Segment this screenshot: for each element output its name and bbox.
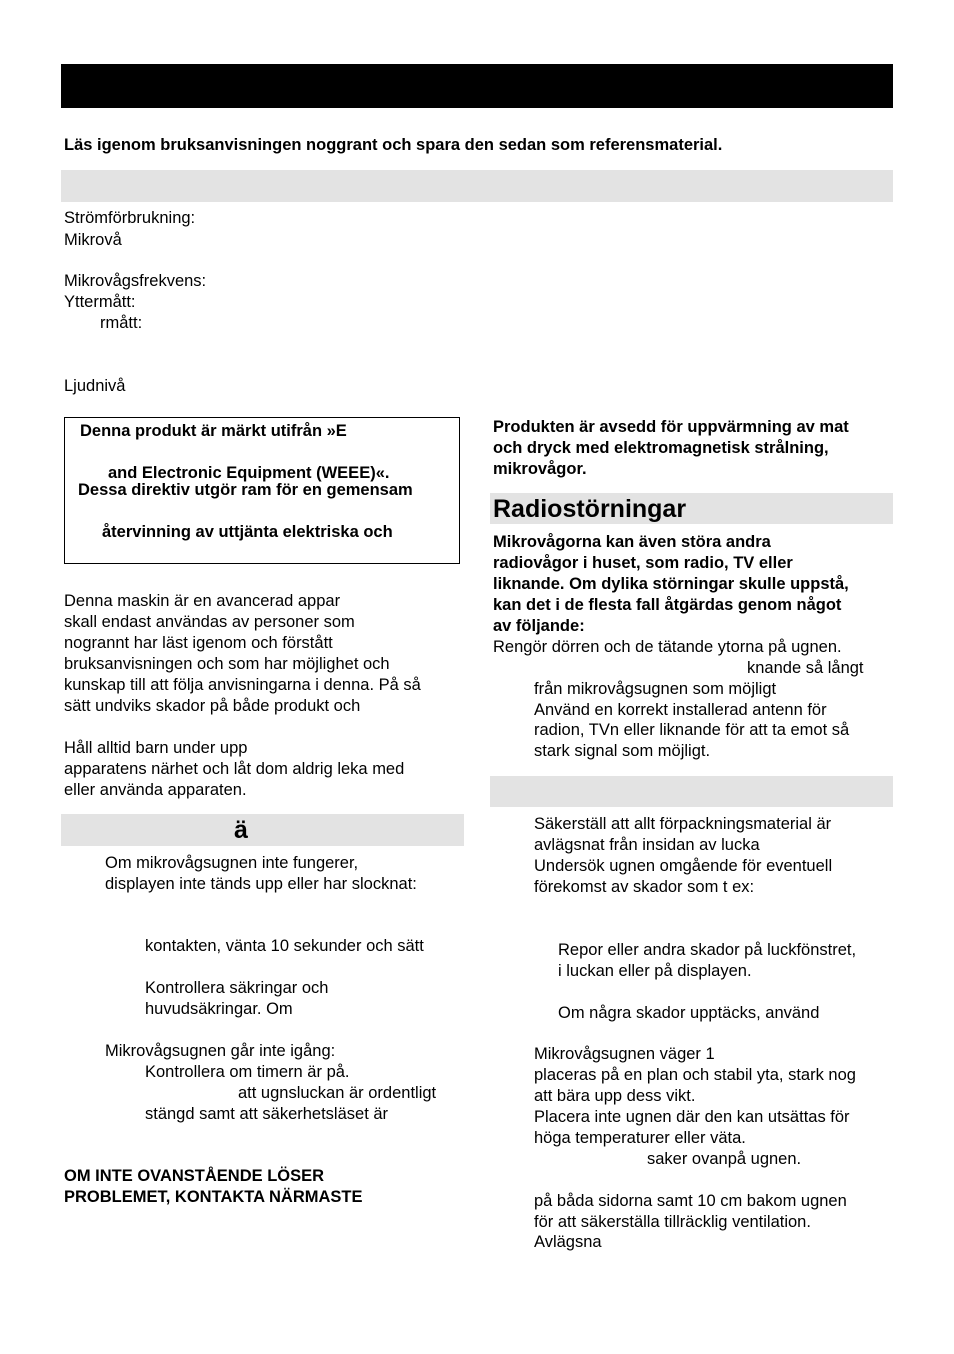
text-line: på båda sidorna samt 10 cm bakom ugnen: [534, 1192, 847, 1210]
text-line: radion, TVn eller liknande för att ta emot så: [534, 721, 850, 739]
spec-line: Ljudnivå: [64, 377, 126, 395]
text-line: saker ovanpå ugnen.: [647, 1150, 802, 1168]
text-line: och dryck med elektromagnetisk strålning,: [493, 439, 829, 457]
text-line: placeras på en plan och stabil yta, stark nog: [534, 1066, 856, 1084]
text-line: höga temperaturer eller väta.: [534, 1129, 746, 1147]
text-line: OM INTE OVANSTÅENDE LÖSER: [64, 1167, 325, 1185]
text-line: radiovågor i huset, som radio, TV eller: [493, 554, 793, 572]
text-line: Avlägsna: [534, 1233, 602, 1251]
text-line: Håll alltid barn under upp: [64, 739, 248, 757]
text-line: Produkten är avsedd för uppvärmning av mat: [493, 418, 849, 436]
text-line: att ugnsluckan är ordentligt: [238, 1084, 437, 1102]
text-line: att bära upp dess vikt.: [534, 1087, 696, 1105]
weee-line: återvinning av uttjänta elektriska och: [102, 523, 393, 541]
text-line: stängd samt att säkerhetsläset är: [145, 1105, 389, 1123]
weee-line: and Electronic Equipment (WEEE)«.: [108, 464, 390, 482]
troubleshooting-heading: ä: [234, 816, 248, 844]
text-line: avlägsnat från insidan av lucka: [534, 836, 760, 854]
text-line: Repor eller andra skador på luckfönstret,: [558, 941, 857, 959]
text-line: kan det i de flesta fall åtgärdas genom något: [493, 596, 842, 614]
weee-line: Denna produkt är märkt utifrån »E: [80, 422, 347, 440]
text-line: skall endast användas av personer som: [64, 613, 355, 631]
text-line: Mikrovågsugnen väger 1: [534, 1045, 715, 1063]
text-line: Undersök ugnen omgående för eventuell: [534, 857, 833, 875]
text-line: mikrovågor.: [493, 460, 587, 478]
text-line: bruksanvisningen och som har möjlighet och: [64, 655, 390, 673]
text-line: huvudsäkringar. Om: [145, 1000, 293, 1018]
text-line: från mikrovågsugnen som möjligt: [534, 680, 777, 698]
text-line: Kontrollera om timern är på.: [145, 1063, 350, 1081]
text-line: Placera inte ugnen där den kan utsättas för: [534, 1108, 850, 1126]
specs-heading-bar: [61, 170, 893, 202]
text-line: Kontrollera säkringar och: [145, 979, 329, 997]
text-line: av följande:: [493, 617, 585, 635]
text-line: Denna maskin är en avancerad appar: [64, 592, 341, 610]
text-line: Säkerställ att allt förpackningsmaterial är: [534, 815, 832, 833]
title-bar: [61, 64, 893, 108]
installation-heading-bar: [490, 776, 893, 807]
text-line: kontakten, vänta 10 sekunder och sätt: [145, 937, 424, 955]
text-line: eller använda apparaten.: [64, 781, 247, 799]
text-line: sätt undviks skador på både produkt och: [64, 697, 361, 715]
text-line: Mikrovågsugnen går inte igång:: [105, 1042, 336, 1060]
text-line: kunskap till att följa anvisningarna i denna. På så: [64, 676, 421, 694]
text-line: nogrannt har läst igenom och förstått: [64, 634, 333, 652]
intro-text: Läs igenom bruksanvisningen noggrant och spara den sedan som referensmaterial.: [64, 136, 723, 154]
text-line: Mikrovågorna kan även störa andra: [493, 533, 771, 551]
radio-heading: Radiostörningar: [493, 495, 687, 523]
spec-line: Strömförbrukning:: [64, 209, 196, 227]
weee-line: Dessa direktiv utgör ram för en gemensam: [78, 481, 413, 499]
text-line: liknande. Om dylika störningar skulle uppstå,: [493, 575, 849, 593]
text-line: Om några skador upptäcks, använd: [558, 1004, 820, 1022]
text-line: knande så långt: [747, 659, 864, 677]
text-line: Rengör dörren och de tätande ytorna på ugnen.: [493, 638, 842, 656]
text-line: Använd en korrekt installerad antenn för: [534, 701, 827, 719]
troubleshooting-heading-bar: [61, 814, 464, 846]
text-line: för att säkerställa tillräcklig ventilation.: [534, 1213, 811, 1231]
text-line: apparatens närhet och låt dom aldrig leka med: [64, 760, 405, 778]
text-line: Om mikrovågsugnen inte fungerer,: [105, 854, 359, 872]
spec-line: Yttermått:: [64, 293, 136, 311]
text-line: PROBLEMET, KONTAKTA NÄRMASTE: [64, 1188, 363, 1206]
spec-line: rmått:: [100, 314, 143, 332]
text-line: displayen inte tänds upp eller har slocknat:: [105, 875, 417, 893]
text-line: stark signal som möjligt.: [534, 742, 711, 760]
text-line: förekomst av skador som t ex:: [534, 878, 755, 896]
spec-line: Mikrovågsfrekvens:: [64, 272, 207, 290]
text-line: i luckan eller på displayen.: [558, 962, 752, 980]
spec-line: Mikrovå: [64, 231, 122, 249]
